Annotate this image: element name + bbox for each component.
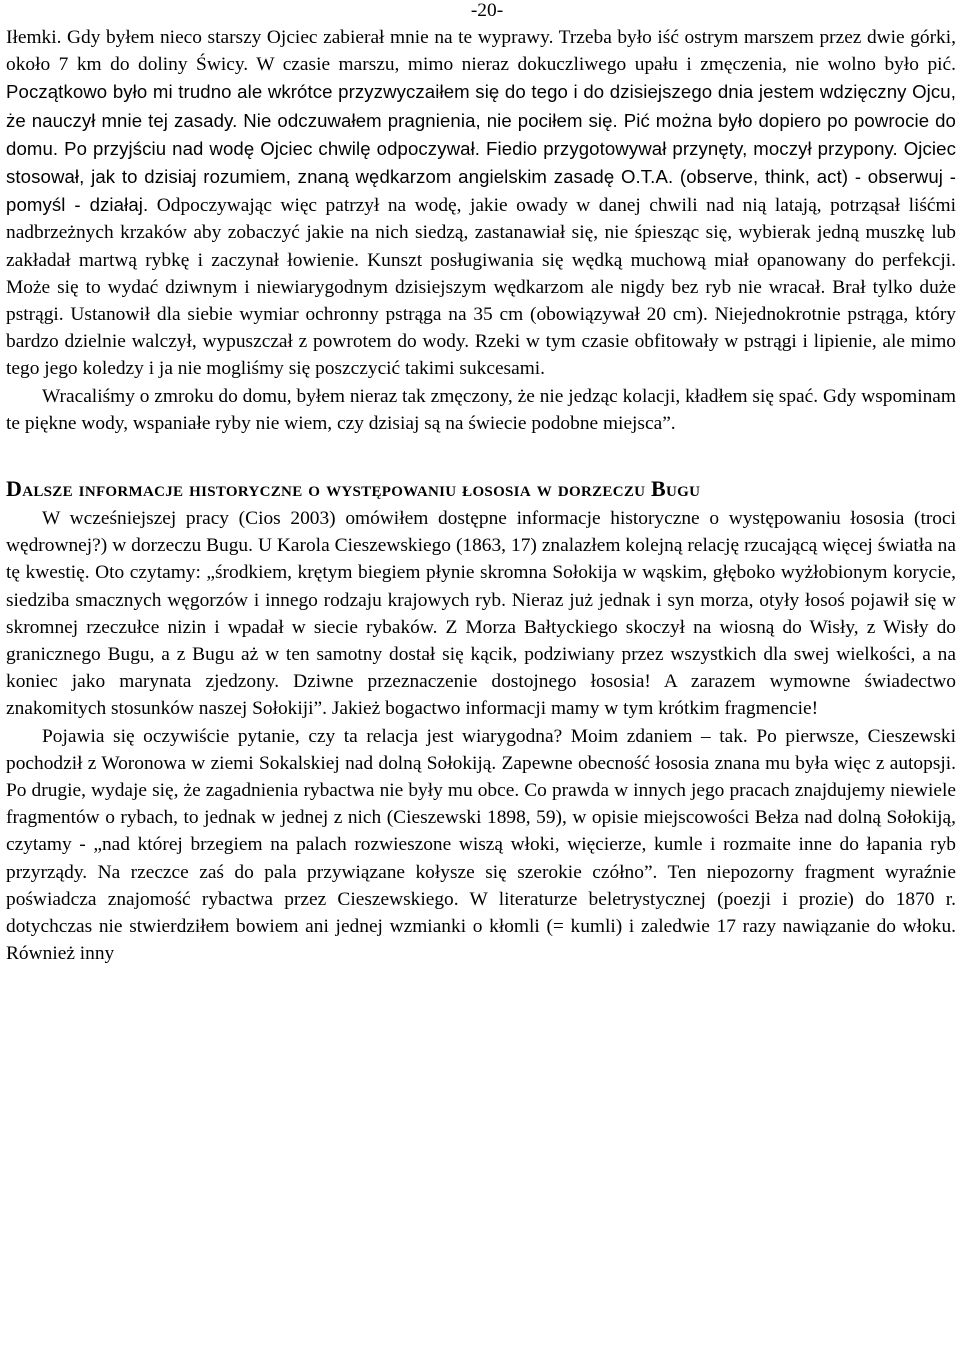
section-heading: Dalsze informacje historyczne o występowaniu łososia w dorzeczu Bugu [6,476,701,502]
section-paragraph-1: W wcześniejszej pracy (Cios 2003) omówiłem dostępne informacje historyczne o występowaniu łososia (troci wędrownej?) w dorzeczu Bugu. U Karola Cieszewskiego (1863, 17) znalazłem kolejną relację rzucającą więcej światła na tę kwestię. Oto czytamy: „środkiem, krętym biegiem płynie skromna Sołokija w wąskim, głęboko wyżłobionym korycie, siedziba smacznych węgorzów i innego rodzaju krajowych ryb. Nieraz już jednak i syn morza, otyły łosoś pojawił się w skromnej rzeczułce nizin i wpadał w siecie rybaków. Z Morza Bałtyckiego skoczył na wiosną do Wisły, z Wisły do granicznego Bugu, a z Bugu aż w ten samotny dostał się kącik, podziwiany przez wszystkich dla swej wielkości, a na koniec jako marynata zjedzony. Dziwne przeznaczenie dostojnego łososia! A zarazem wymowne świadectwo znakomitych stosunków naszej Sołokiji”. Jakież bogactwo informacji mamy w tym krótkim fragmencie! [6,508,956,720]
paragraph-spacer [6,437,956,464]
memoir-text-segment-3: Odpoczywając więc patrzył na wodę, jakie owady w danej chwili nad nią latają, potrząsał liśćmi nadbrzeżnych krzaków aby zobaczyć jakie na nich siedzą, zastanawiał się, nie śpiesząc się, wybierak jedną muszkę lub zakładał martwą rybkę i zaczynał łowienie. Kunszt posługiwania się wędką muchową miał opanowany do perfekcji. Może się to wydać dziwnym i niewiarygodnym dzisiejszym wędkarzom ale nigdy bez ryb nie wracał. Brał tylko duże pstrągi. Ustanowił dla siebie wymiar ochronny pstrąga na 35 cm (obowiązywał 20 cm). Niejednokrotnie pstrąga, który bardzo dzielnie walczył, wypuszczał z powrotem do wody. Rzeki w tym czasie obfitowały w pstrągi i lipienie, ale mimo tego jego koledzy i ja nie mogliśmy się poszczycić takimi sukcesami. [6,195,956,380]
memoir-paragraph-2: Wracaliśmy o zmroku do domu, byłem nieraz tak zmęczony, że nie jedząc kolacji, kładłem się spać. Gdy wspominam te piękne wody, wspaniałe ryby nie wiem, czy dzisiaj są na świecie podobne miejsca”. [6,385,956,434]
memoir-text-segment-2: Początkowo było mi trudno ale wkrótce przyzwyczaiłem się do tego i do dzisiejszego dnia jestem wdzięczny Ojcu, że nauczył mnie tej zasady. Nie odczuwałem pragnienia, nie pociłem się. Pić można było dopiero po powrocie do domu. Po przyjściu nad wodę Ojciec chwilę odpoczywał. Fiedio przygotowywał przynęty, moczył przypony. Ojciec stosował, jak to dzisiaj rozumiem, znaną wędkarzom angielskim zasadę O.T.A. (observe, think, act) - obserwuj - pomyśl - działaj. [6,81,956,216]
memoir-text-segment-1: Iłemki. Gdy byłem nieco starszy Ojciec zabierał mnie na te wyprawy. Trzeba było iść ostrym marszem przez dwie górki, około 7 km do doliny Świcy. W czasie marszu, mimo nieraz dokuczliwego upału i zmęczenia, nie wolno było pić. [6,27,956,76]
page-number: -20- [470,0,504,21]
section-paragraph-2: Pojawia się oczywiście pytanie, czy ta relacja jest wiarygodna? Moim zdaniem – tak. Po pierwsze, Cieszewski pochodził z Woronowa w ziemi Sokalskiej nad dolną Sołokiją. Zapewne obecność łososia znana mu była więc z autopsji. Po drugie, wydaje się, że zagadnienia rybactwa nie były mu obce. Co prawda w innych jego pracach znajdujemy niewiele fragmentów o rybach, to jednak w jednej z nich (Cieszewski 1898, 59), w opisie miejscowości Bełza nad dolną Sołokiją, czytamy - „nad której brzegiem na palach rozwieszone wiszą włoki, więcierze, kumle i rozmaite inne do łapania ryb przyrządy. Na rzeczce zaś do pala przywiązane kołysze się szerokie czółno”. Ten niepozorny fragment wyraźnie poświadcza znajomość rybactwa przez Cieszewskiego. W literaturze beletrystycznej (poezji i prozie) do 1870 r. dotychczas nie stwierdziłem bowiem ani jednej wzmianki o kłomli (= kumli) i zaledwie 17 razy nawiązanie do włoku. Również inny [6,725,956,965]
document-page [6,0,956,968]
memoir-paragraph-1 [6,24,956,383]
